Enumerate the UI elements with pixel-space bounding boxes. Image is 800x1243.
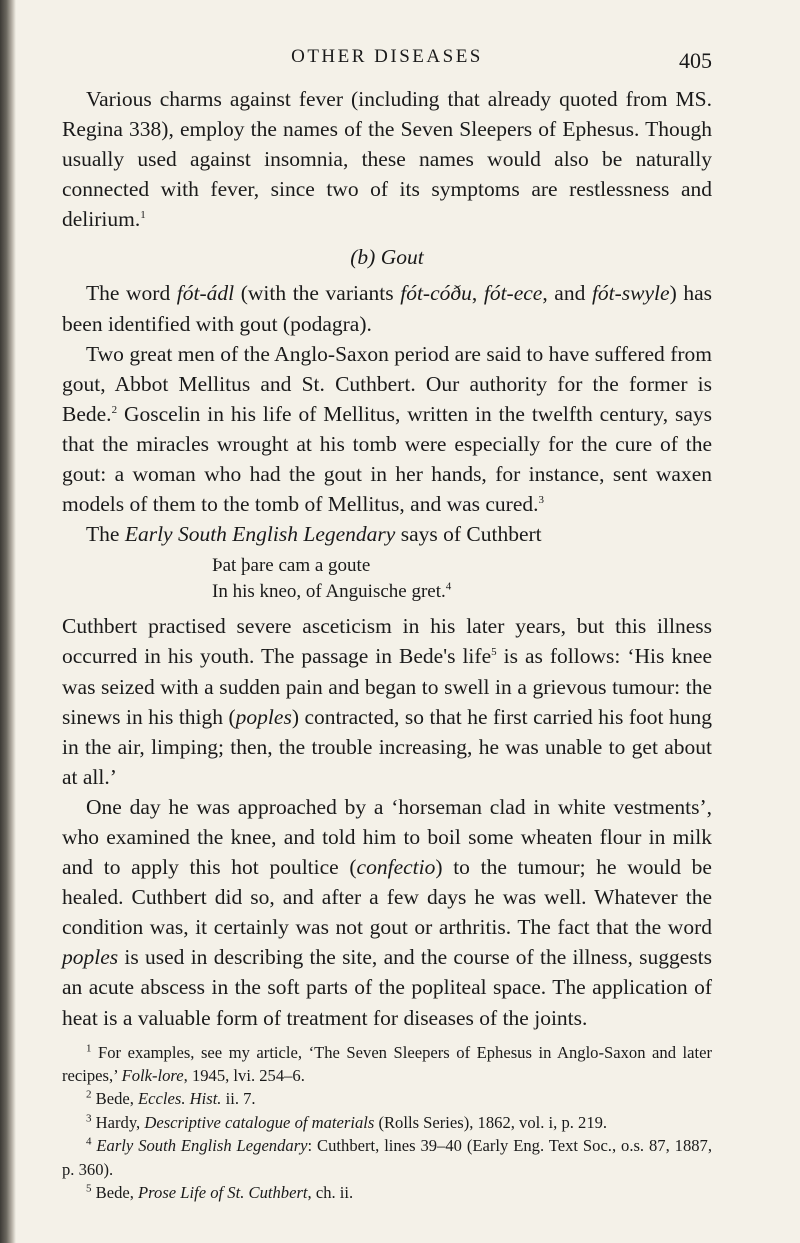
section-subheading: (b) Gout [350, 245, 424, 270]
verse-line-1: Þat þare cam a goute [212, 555, 371, 577]
page-number: 405 [679, 48, 712, 73]
verse-quotation [62, 553, 712, 605]
footnote-ref-5[interactable]: 5 [491, 646, 497, 659]
footnote-1: $^1$ For examples, see my article, ‘The Seven Sleepers of Ephesus in Anglo-Saxon and later recipes,’ Folk-lore, 1945, lvi. 254–6. [62, 1042, 712, 1086]
paragraph-mellitus: Two great men of the Anglo-Saxon period are said to have suffered from gout, Abbot Mellitus and St. Cuthbert. Our authority for the former is Bede.$^2$ Goscelin in his life of Mellitus, written in the twelfth century, says that the miracles wrought at his tomb were especially for the cure of the gout: a woman who had the gout in her hands, for instance, sent waxen models of them to the tomb of Mellitus, and was cured.$^3$ [62, 341, 712, 517]
verse-line-2: In his kneo, of Anguische gret.$^4$ [212, 580, 452, 603]
footnote-3: $^3$ Hardy, Descriptive catalogue of materials (Rolls Series), 1862, vol. i, p. 219. [86, 1112, 608, 1132]
paragraph-fever-charms: Various charms against fever (including that already quoted from MS. Regina 338), employ the names of the Seven Sleepers of Ephesus. Though usually used against insomnia, these names would also be naturally connected with fever, since two of its symptoms are restlessness and delirium.$^1$ [62, 87, 712, 232]
footnotes [62, 1041, 712, 1205]
paragraph-horseman-cure: One day he was approached by a ‘horseman clad in white vestments’, who examined the knee, and told him to boil some wheaten flour in milk and to apply this hot poultice (confectio) to the tumour; he would be healed. Cuthbert did so, and after a few days he was well. Whatever the condition was, it certainly was not gout or arthritis. The fact that the word poples is used in describing the site, and the course of the illness, suggests an acute abscess in the soft parts of the popliteal space. The application of heat is a valuable form of treatment for diseases of the joints. [62, 794, 712, 1030]
footnote-ref-1[interactable]: 1 [140, 209, 146, 222]
footnote-2: $^2$ Bede, Eccles. Hist. ii. 7. [86, 1088, 256, 1109]
footnote-ref-2[interactable]: 2 [111, 403, 118, 416]
footnote-4: $^4$ Early South English Legendary: Cuthbert, lines 39–40 (Early Eng. Text Soc., o.s. 87, 1887, p. 360). [62, 1135, 712, 1179]
book-page [62, 44, 712, 1204]
running-head: OTHER DISEASES [291, 46, 483, 67]
book-binding-shadow [0, 0, 16, 1243]
footnote-5: $^5$ Bede, Prose Life of St. Cuthbert, ch. ii. [86, 1182, 354, 1203]
page-header [62, 44, 712, 84]
paragraph-cuthbert-illness: Cuthbert practised severe asceticism in his later years, but this illness occurred in his youth. The passage in Bede's life$^5$ is as follows: ‘His knee was seized with a sudden pain and began to swell in a grievous tumour: the sinews in his thigh (poples) contracted, so that he first carried his foot hung in the air, limping; then, the trouble increasing, he was unable to get about at all.’ [62, 614, 712, 789]
paragraph-gout-word: The word fót-ádl (with the variants fót-cóðu, fót-ece, and fót-swyle) has been identified with gout (podagra). [62, 281, 712, 336]
footnote-ref-3[interactable]: 3 [538, 493, 544, 506]
paragraph-legendary-intro: The Early South English Legendary says of Cuthbert [86, 522, 542, 547]
footnote-ref-4[interactable]: 4 [445, 580, 452, 593]
